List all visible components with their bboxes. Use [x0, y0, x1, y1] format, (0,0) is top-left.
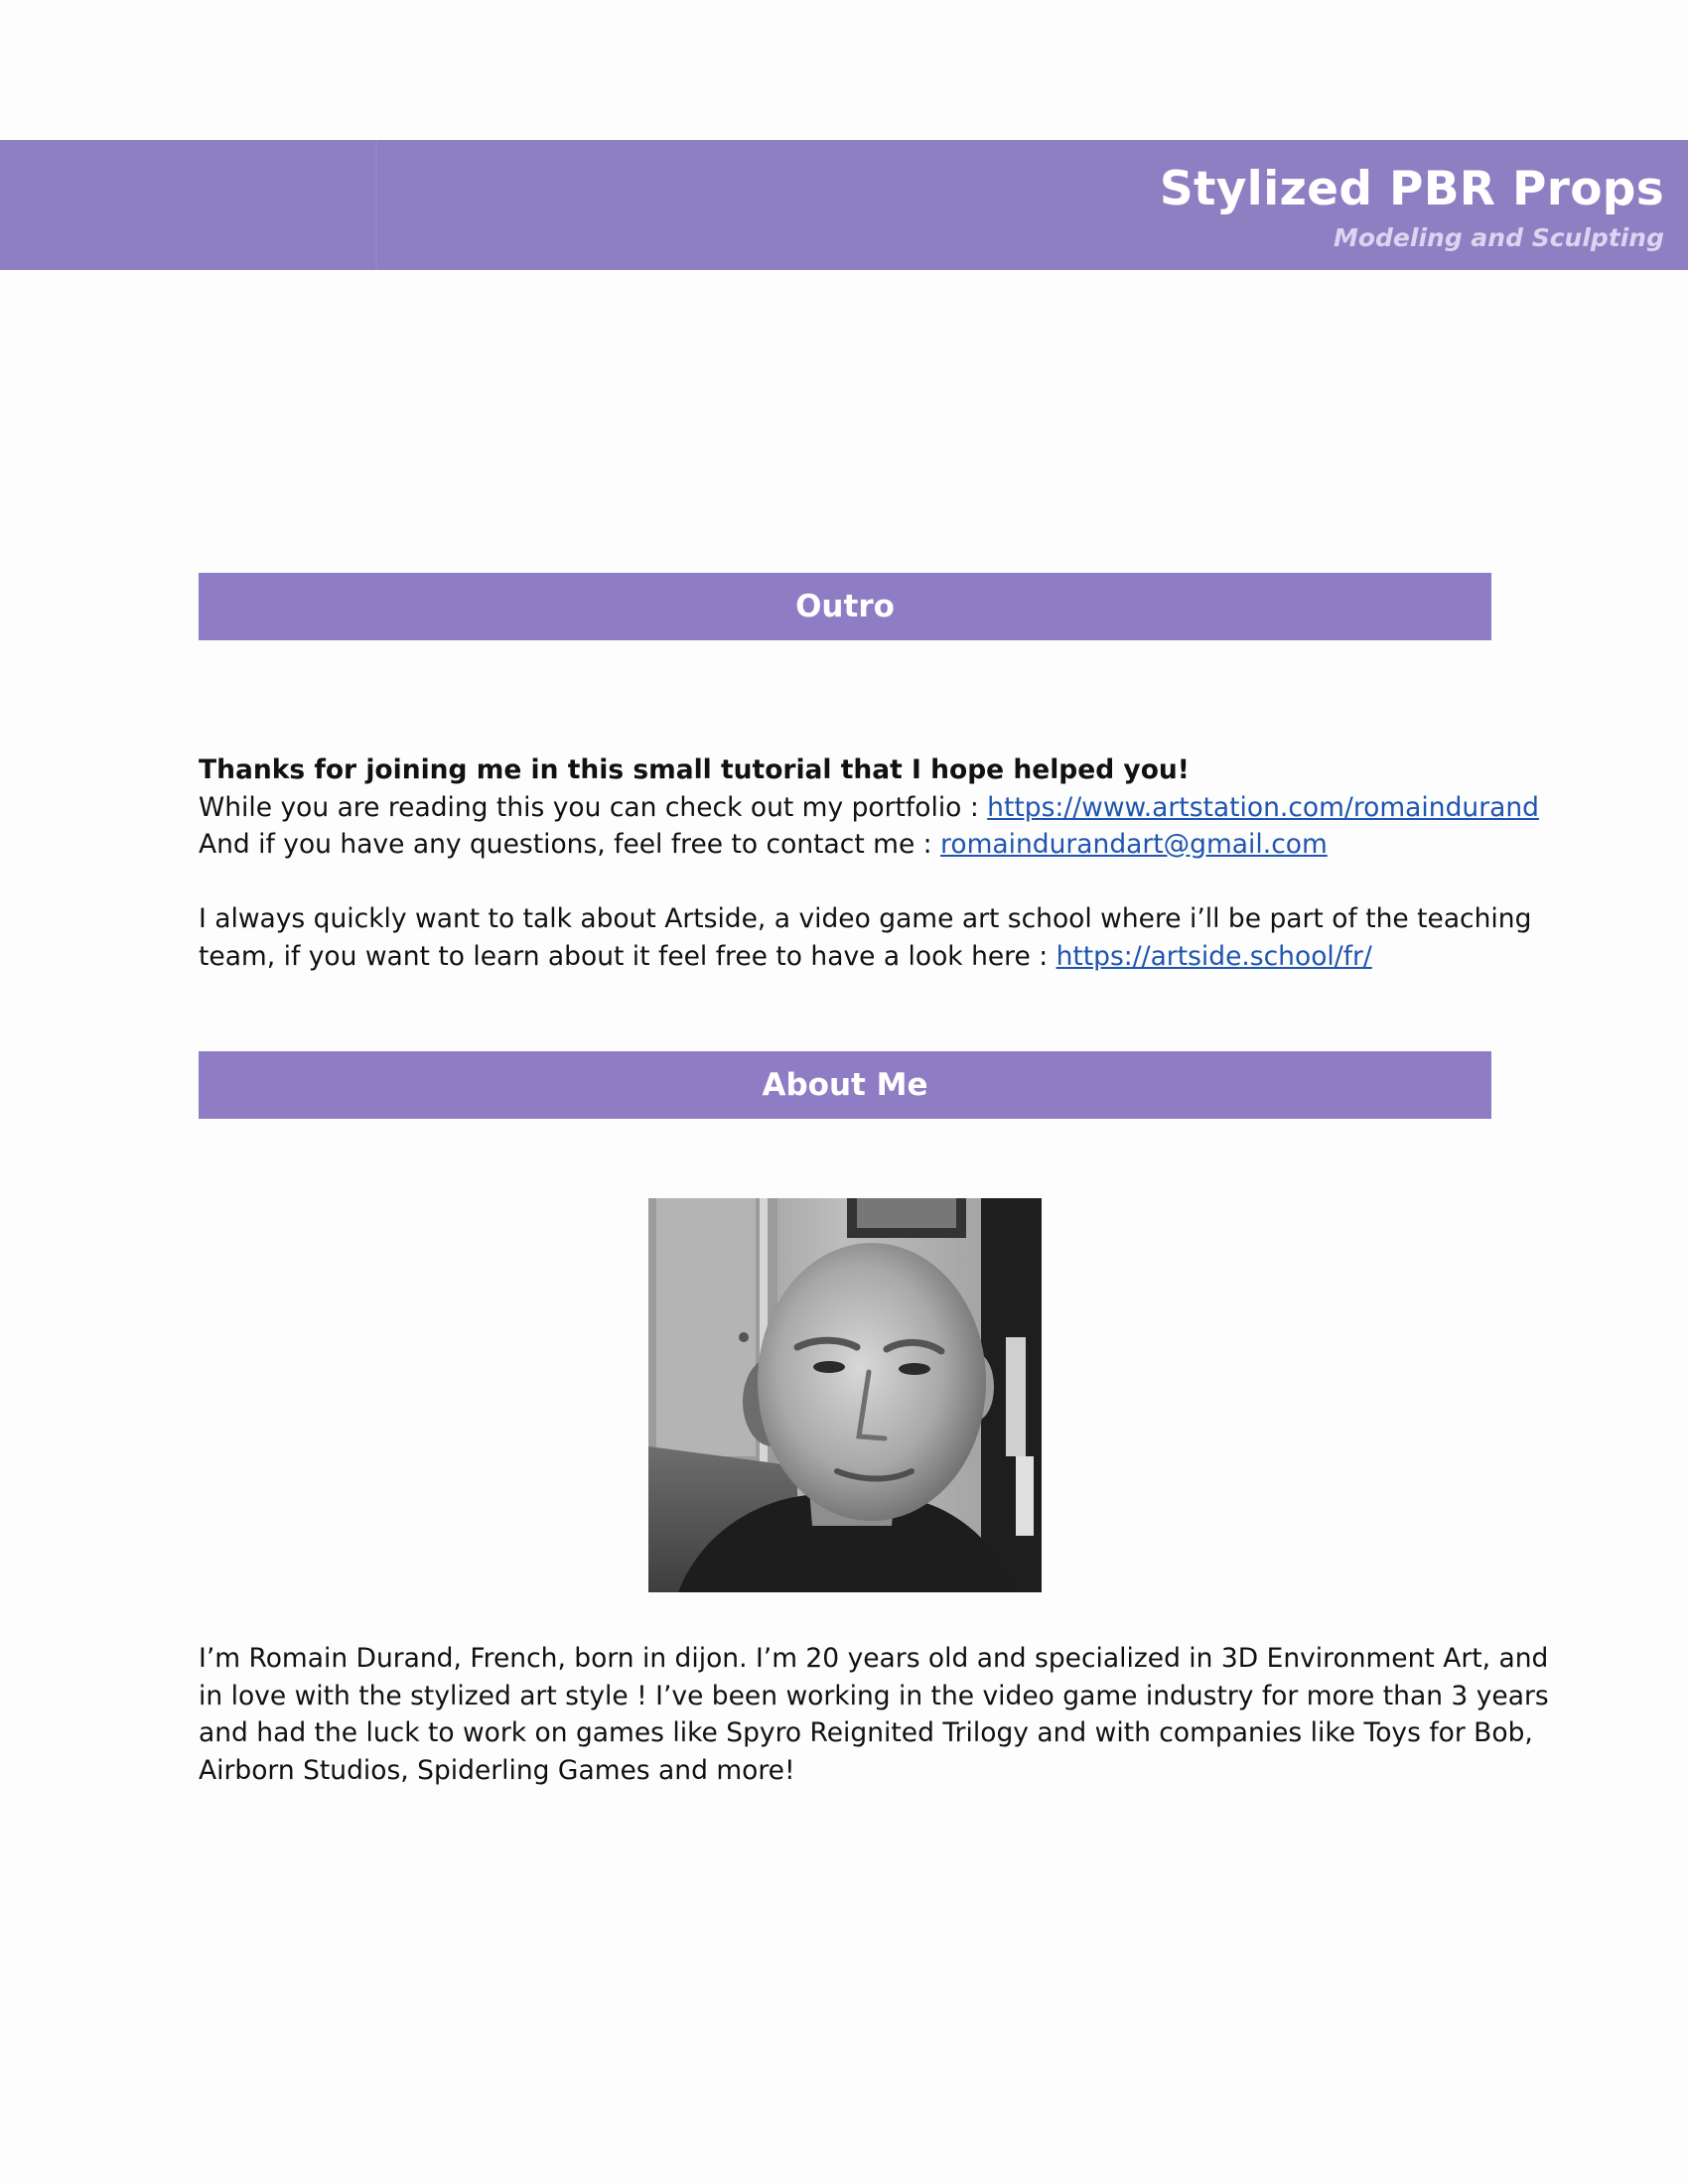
bio-line-4: Airborn Studios, Spiderling Games and more!: [199, 1754, 795, 1786]
about-me-bio: [199, 1640, 1549, 1789]
portfolio-link[interactable]: https://www.artstation.com/romaindurand: [987, 791, 1539, 823]
artside-link[interactable]: https://artside.school/fr/: [1055, 940, 1372, 972]
bio-line-3: and had the luck to work on games like Spyro Reignited Trilogy and with companies like Toys for Bob,: [199, 1717, 1533, 1748]
portfolio-text: While you are reading this you can check out my portfolio :: [199, 791, 988, 823]
section-title-outro: Outro: [795, 589, 895, 624]
contact-line: [199, 826, 1509, 864]
banner-seam: [375, 140, 377, 270]
contact-text: And if you have any questions, feel free to contact me :: [199, 829, 941, 860]
thanks-line: Thanks for joining me in this small tutorial that I hope helped you!: [199, 754, 1190, 785]
section-title-about-me: About Me: [762, 1067, 928, 1103]
author-portrait-photo: [648, 1198, 1042, 1592]
portrait-image: [648, 1198, 1042, 1592]
header-banner: [0, 140, 1688, 270]
bio-line-1: I’m Romain Durand, French, born in dijon. I’m 20 years old and specialized in 3D Environment Art, and: [199, 1643, 1549, 1674]
email-link[interactable]: romaindurandart@gmail.com: [940, 829, 1328, 860]
artside-line-2: [199, 938, 1509, 976]
document-subtitle: Modeling and Sculpting: [1333, 223, 1664, 252]
document-title: Stylized PBR Props: [1159, 162, 1664, 216]
section-header-about-me: [199, 1051, 1491, 1119]
portfolio-line: [199, 789, 1539, 827]
artside-text: team, if you want to learn about it feel free to have a look here :: [199, 940, 1056, 972]
paragraph-gap: [199, 864, 1509, 901]
section-header-outro: [199, 573, 1491, 640]
bio-line-2: in love with the stylized art style ! I’ve been working in the video game industry for more than 3 years: [199, 1680, 1549, 1711]
outro-text: [199, 751, 1539, 975]
artside-line-1: I always quickly want to talk about Artside, a video game art school where i’ll be part of the teaching: [199, 903, 1532, 934]
